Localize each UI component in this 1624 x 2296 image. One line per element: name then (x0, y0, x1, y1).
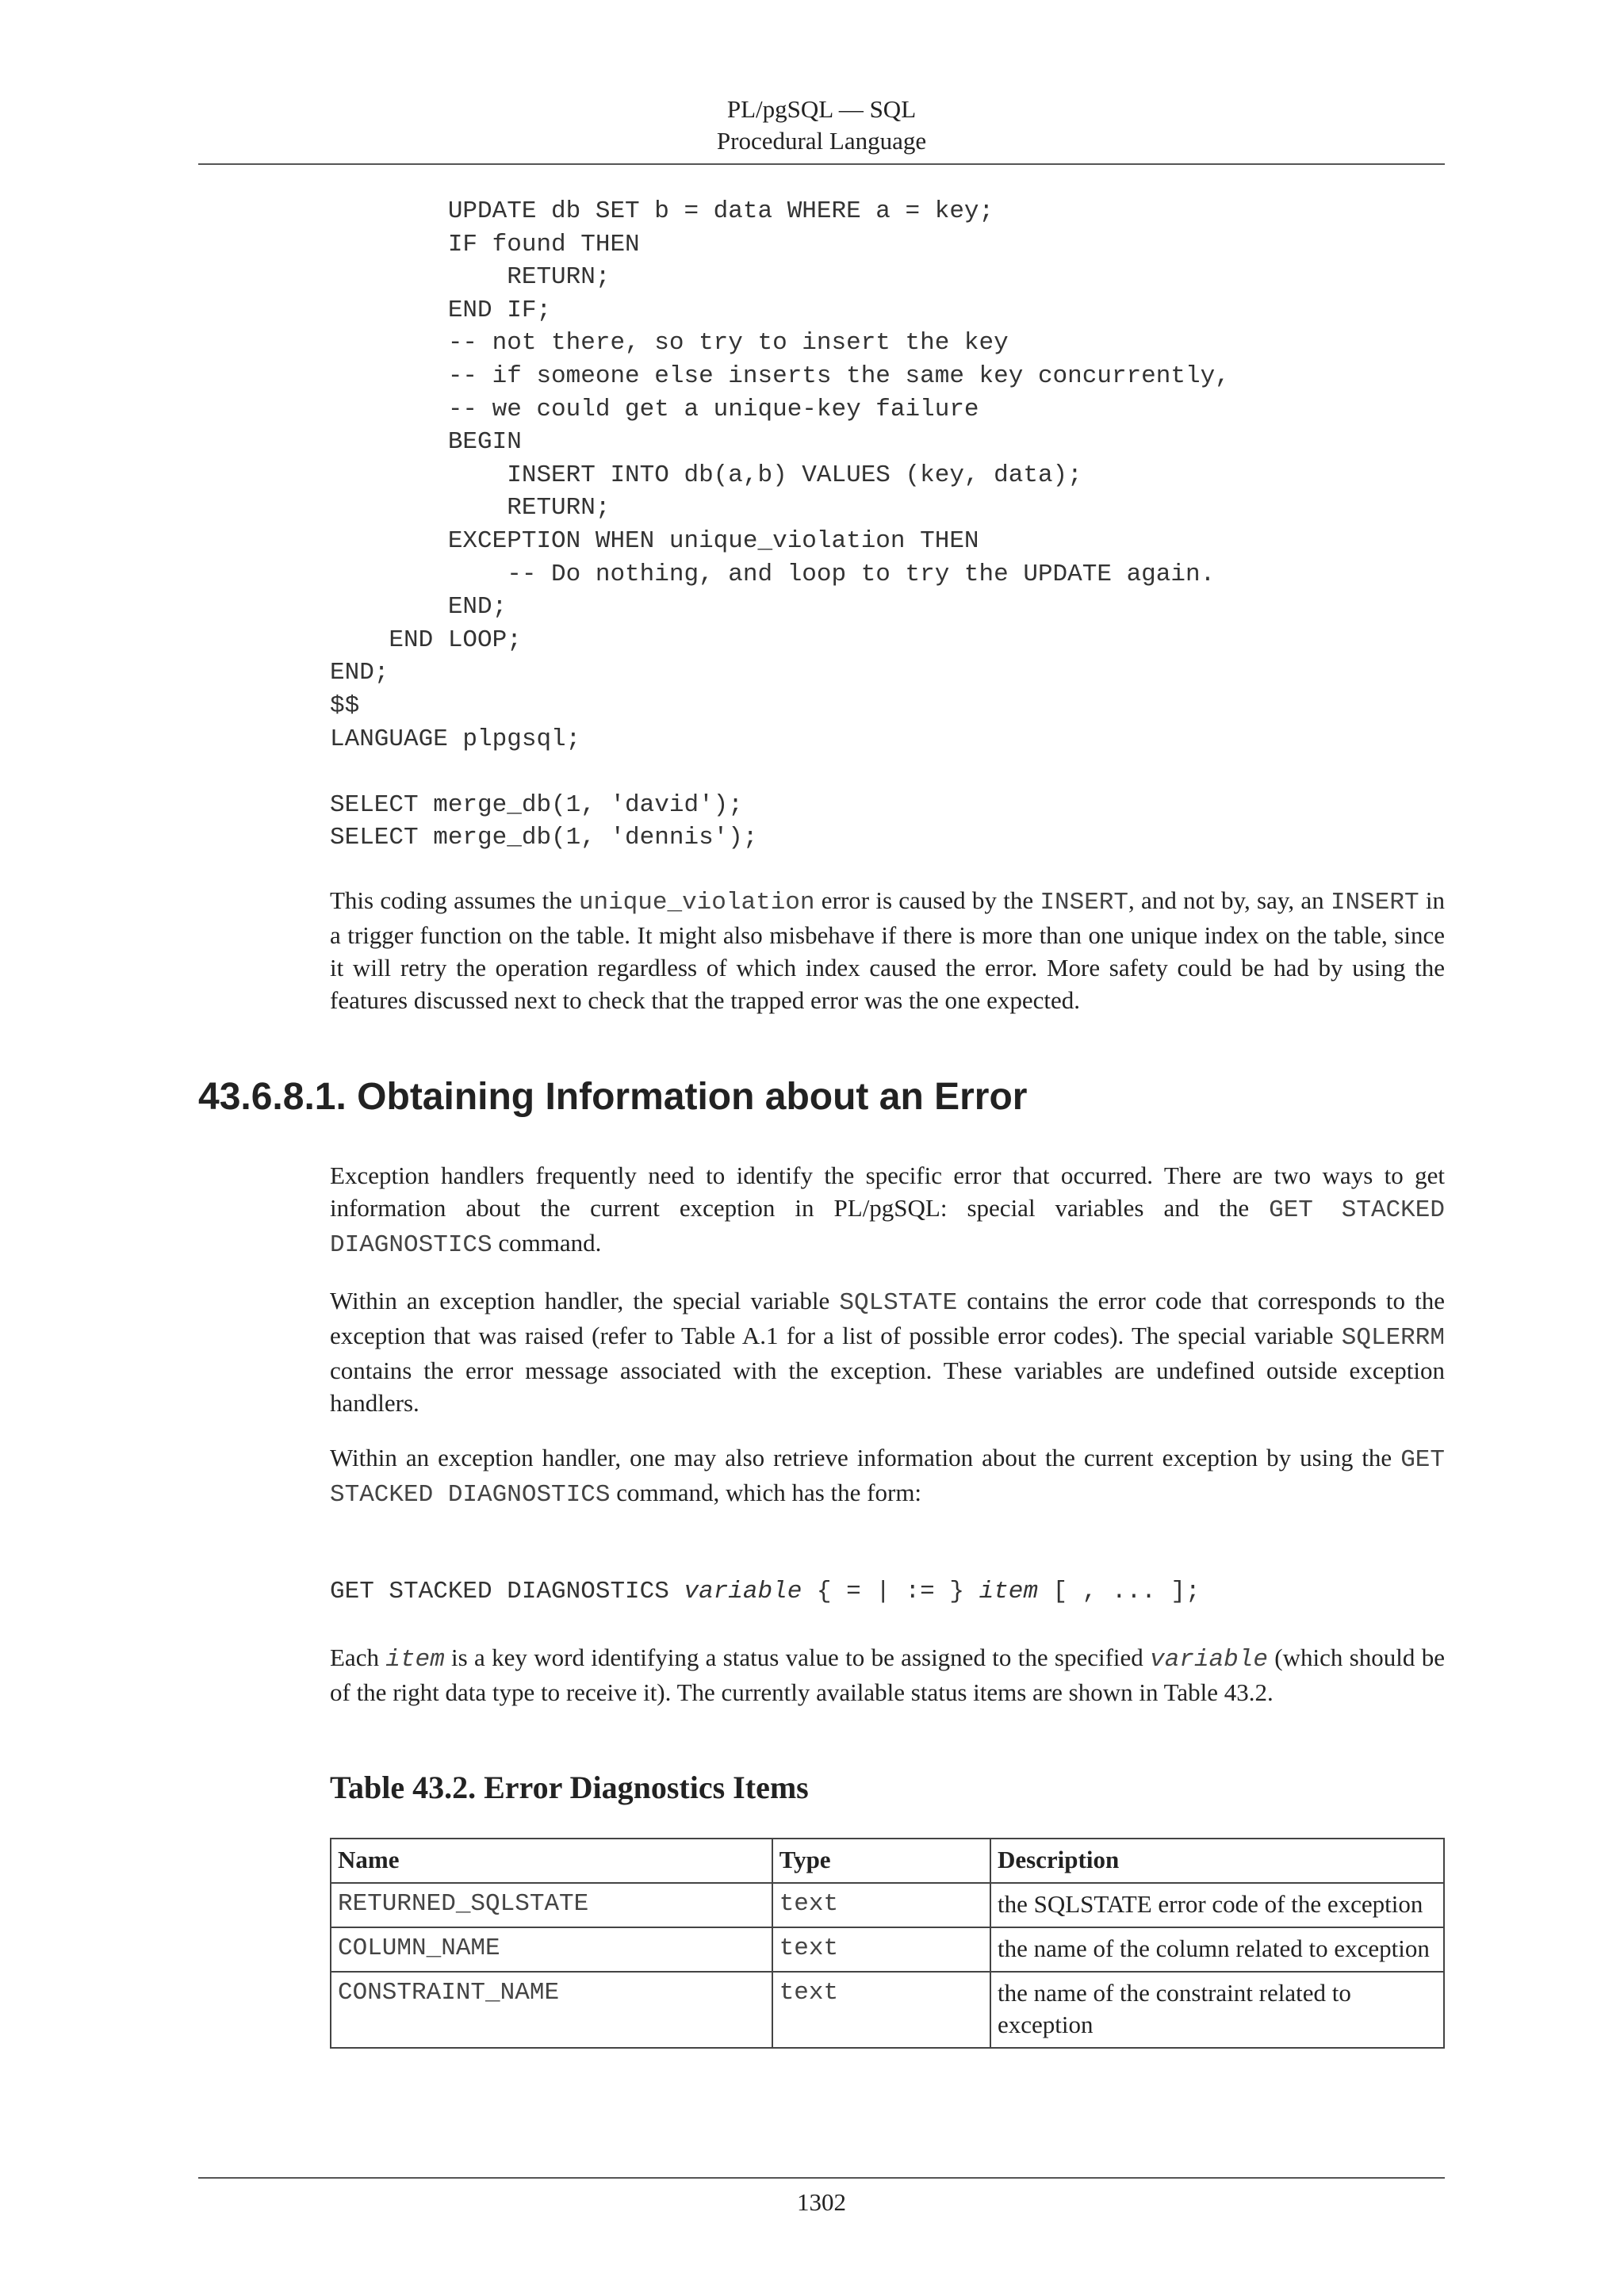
code-listing: UPDATE db SET b = data WHERE a = key; IF found THEN RETURN; END IF; -- not there, so try to insert the key -- if someone else inserts the same key concurrently, -- we could get a unique-key failure BEGIN INSERT INTO db(a,b) VALUES (key, data); RETURN; EXCEPTION WHEN unique_violation THEN -- Do nothing, and loop to try the UPDATE again. END; END LOOP; END; $$ LANGUAGE plpgsql; SELECT merge_db(1, 'david'); SELECT merge_db(1, 'dennis'); (330, 197, 1230, 852)
paragraph-get-stacked (330, 1441, 1445, 1511)
inline-code: GET STACKED DIAGNOSTICS (330, 1196, 1445, 1259)
table-cell: text (772, 1927, 990, 1972)
table-row (331, 1883, 1444, 1927)
syntax-text: [ , ... ]; (1037, 1578, 1201, 1605)
header-title-line2: Procedural Language (716, 127, 927, 155)
paragraph-unique-violation-note (330, 884, 1445, 1016)
paragraph-intro (330, 1159, 1445, 1261)
text-run: contains the error code that corresponds to the exception that was raised (refer to Table A.1 for a list of possible error codes). The special variable (330, 1287, 1445, 1349)
text-run: command, which has the form: (610, 1479, 922, 1506)
text-run: contains the error message associated with the exception. These variables are undefined outside exception handlers. (330, 1357, 1445, 1417)
inline-code: SQLSTATE (839, 1289, 958, 1317)
header-divider (198, 163, 1445, 165)
text-run: Each (330, 1644, 386, 1671)
text-run: Exception handlers frequently need to identify the specific error that occurred. There are two ways to get information about the current exception in PL/pgSQL: special variables and the (330, 1161, 1445, 1222)
error-diagnostics-table (330, 1838, 1445, 2049)
column-header: Description (990, 1839, 1444, 1883)
column-header: Type (772, 1839, 990, 1883)
syntax-placeholder: variable (684, 1578, 802, 1605)
text-run: error is caused by the (814, 886, 1040, 914)
inline-code: unique_violation (578, 889, 815, 916)
text-run: in a trigger function on the table. It might also misbehave if there is more than one unique index on the table, since it will retry the operation regardless of which index caused the error. More safety could be had by using the features discussed next to check that the trapped error was the one expected. (330, 886, 1445, 1014)
syntax-placeholder: item (979, 1578, 1038, 1605)
text-run: command. (492, 1229, 602, 1257)
text-run: Within an exception handler, one may also retrieve information about the current exception by using the (330, 1444, 1401, 1471)
inline-code: item (385, 1646, 445, 1674)
syntax-text: GET STACKED DIAGNOSTICS (330, 1578, 684, 1605)
text-run: , and not by, say, an (1128, 886, 1331, 914)
footer-divider (198, 2177, 1445, 2179)
header-title-line1: PL/pgSQL — SQL (726, 95, 917, 123)
inline-code: SQLERRM (1341, 1324, 1445, 1352)
inline-code: INSERT (1040, 889, 1129, 916)
text-run: is a key word identifying a status value to be assigned to the specified (444, 1644, 1151, 1671)
section-heading: 43.6.8.1. Obtaining Information about an Error (198, 1076, 1028, 1118)
table-cell: RETURNED_SQLSTATE (331, 1883, 772, 1927)
table-row (331, 1927, 1444, 1972)
table-cell: the SQLSTATE error code of the exception (990, 1883, 1444, 1927)
syntax-text: { = | := } (802, 1578, 979, 1605)
page-number: 1302 (797, 2188, 846, 2216)
text-run: Within an exception handler, the special variable (330, 1287, 840, 1314)
table-cell: COLUMN_NAME (331, 1927, 772, 1972)
table-cell: text (772, 1883, 990, 1927)
table-cell: the name of the column related to exception (990, 1927, 1444, 1972)
table-cell: the name of the constraint related to exception (990, 1972, 1444, 2048)
paragraph-item (330, 1641, 1445, 1709)
text-run: (which should be of the right data type to receive it). The currently available status items are shown in Table 43.2. (330, 1644, 1445, 1706)
inline-code: variable (1150, 1646, 1268, 1674)
table-header-row (331, 1839, 1444, 1883)
table-cell: text (772, 1972, 990, 2048)
table-caption: Table 43.2. Error Diagnostics Items (330, 1770, 809, 1805)
paragraph-sqlstate (330, 1284, 1445, 1419)
table-cell: CONSTRAINT_NAME (331, 1972, 772, 2048)
syntax-synopsis (330, 1576, 1201, 1608)
running-header (198, 94, 1445, 157)
column-header: Name (331, 1839, 772, 1883)
text-run: This coding assumes the (330, 886, 579, 914)
inline-code: GET STACKED DIAGNOSTICS (330, 1446, 1445, 1509)
table-row (331, 1972, 1444, 2048)
inline-code: INSERT (1330, 889, 1419, 916)
